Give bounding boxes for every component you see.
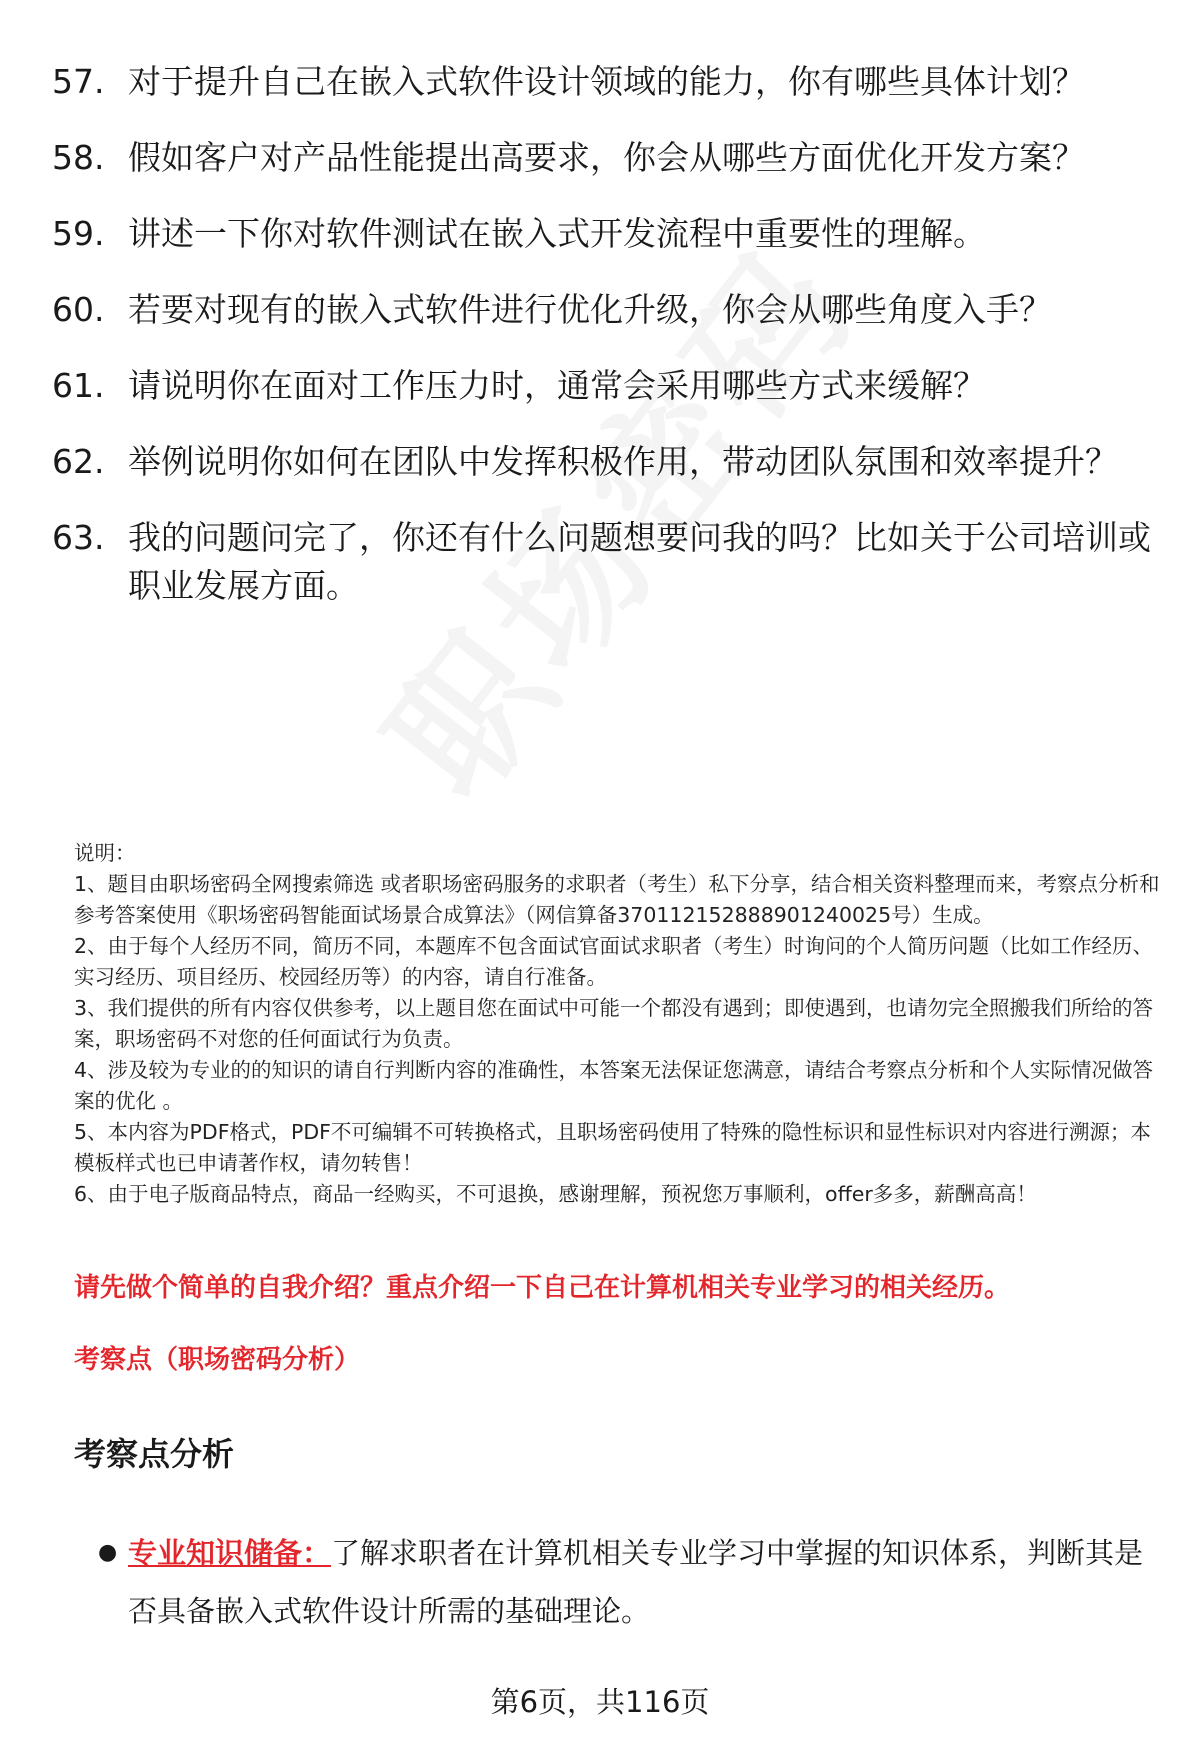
note-item: 1、题目由职场密码全网搜索筛选 或者职场密码服务的求职者（考生）私下分享，结合相关资料整理而来，考察点分析和参考答案使用《职场密码智能面试场景合成算法》（网信算备370112152888901240025号）生成。 [74,872,1160,927]
featured-question: 请先做个简单的自我介绍？重点介绍一下自己在计算机相关专业学习的相关经历。 [74,1273,1011,1303]
question-number: 61. [52,366,105,405]
analysis-title: 考察点分析 [74,1435,235,1473]
question-item [52,438,1152,486]
page-footer: 第6页，共116页 [490,1685,710,1719]
notes-heading: 说明： [74,841,136,865]
bullet-label: 专业知识储备： [128,1536,332,1570]
question-text: 讲述一下你对软件测试在嵌入式开发流程中重要性的理解。 [128,214,986,253]
question-item [52,134,1152,182]
question-item [52,514,1152,610]
note-item: 3、我们提供的所有内容仅供参考，以上题目您在面试中可能一个都没有遇到；即使遇到，也请勿完全照搬我们所给的答案，职场密码不对您的任何面试行为负责。 [74,996,1154,1051]
question-item [52,58,1152,106]
question-number: 58. [52,138,105,177]
note-item: 5、本内容为PDF格式，PDF不可编辑不可转换格式，且职场密码使用了特殊的隐性标识和显性标识对内容进行溯源；本模板样式也已申请著作权，请勿转售！ [74,1120,1151,1175]
question-text: 对于提升自己在嵌入式软件设计领域的能力，你有哪些具体计划？ [128,62,1085,101]
question-number: 62. [52,442,105,481]
note-item: 4、涉及较为专业的的知识的请自行判断内容的准确性，本答案无法保证您满意，请结合考察点分析和个人实际情况做答案的优化 。 [74,1058,1154,1113]
note-item: 2、由于每个人经历不同，简历不同，本题库不包含面试官面试求职者（考生）时询问的个人简历问题（比如工作经历、实习经历、项目经历、校园经历等）的内容，请自行准备。 [74,934,1154,989]
question-text: 假如客户对产品性能提出高要求，你会从哪些方面优化开发方案？ [128,138,1085,177]
question-text: 请说明你在面对工作压力时，通常会采用哪些方式来缓解？ [128,366,986,405]
question-number: 63. [52,518,105,557]
note-item: 6、由于电子版商品特点，商品一经购买，不可退换，感谢理解，预祝您万事顺利，offer多多，薪酬高高！ [74,1182,1037,1206]
bullet-text: 了解求职者在计算机相关专业学习中掌握的知识体系，判断其是否具备嵌入式软件设计所需的基础理论。 [128,1536,1144,1628]
question-item [52,362,1152,410]
bullet-body [128,1524,1148,1640]
question-item [52,210,1152,258]
question-number: 59. [52,214,105,253]
question-list [52,58,1152,638]
question-text: 举例说明你如何在团队中发挥积极作用，带动团队氛围和效率提升？ [128,442,1118,481]
disclaimer-notes [74,838,1164,1210]
exam-point-label: 考察点（职场密码分析） [74,1345,361,1375]
analysis-bullet [98,1524,1148,1640]
question-number: 57. [52,62,105,101]
question-text: 我的问题问完了，你还有什么问题想要问我的吗？比如关于公司培训或职业发展方面。 [128,518,1151,605]
question-item [52,286,1152,334]
question-number: 60. [52,290,105,329]
bullet-dot-icon: ● [98,1540,118,1565]
question-text: 若要对现有的嵌入式软件进行优化升级，你会从哪些角度入手？ [128,290,1052,329]
